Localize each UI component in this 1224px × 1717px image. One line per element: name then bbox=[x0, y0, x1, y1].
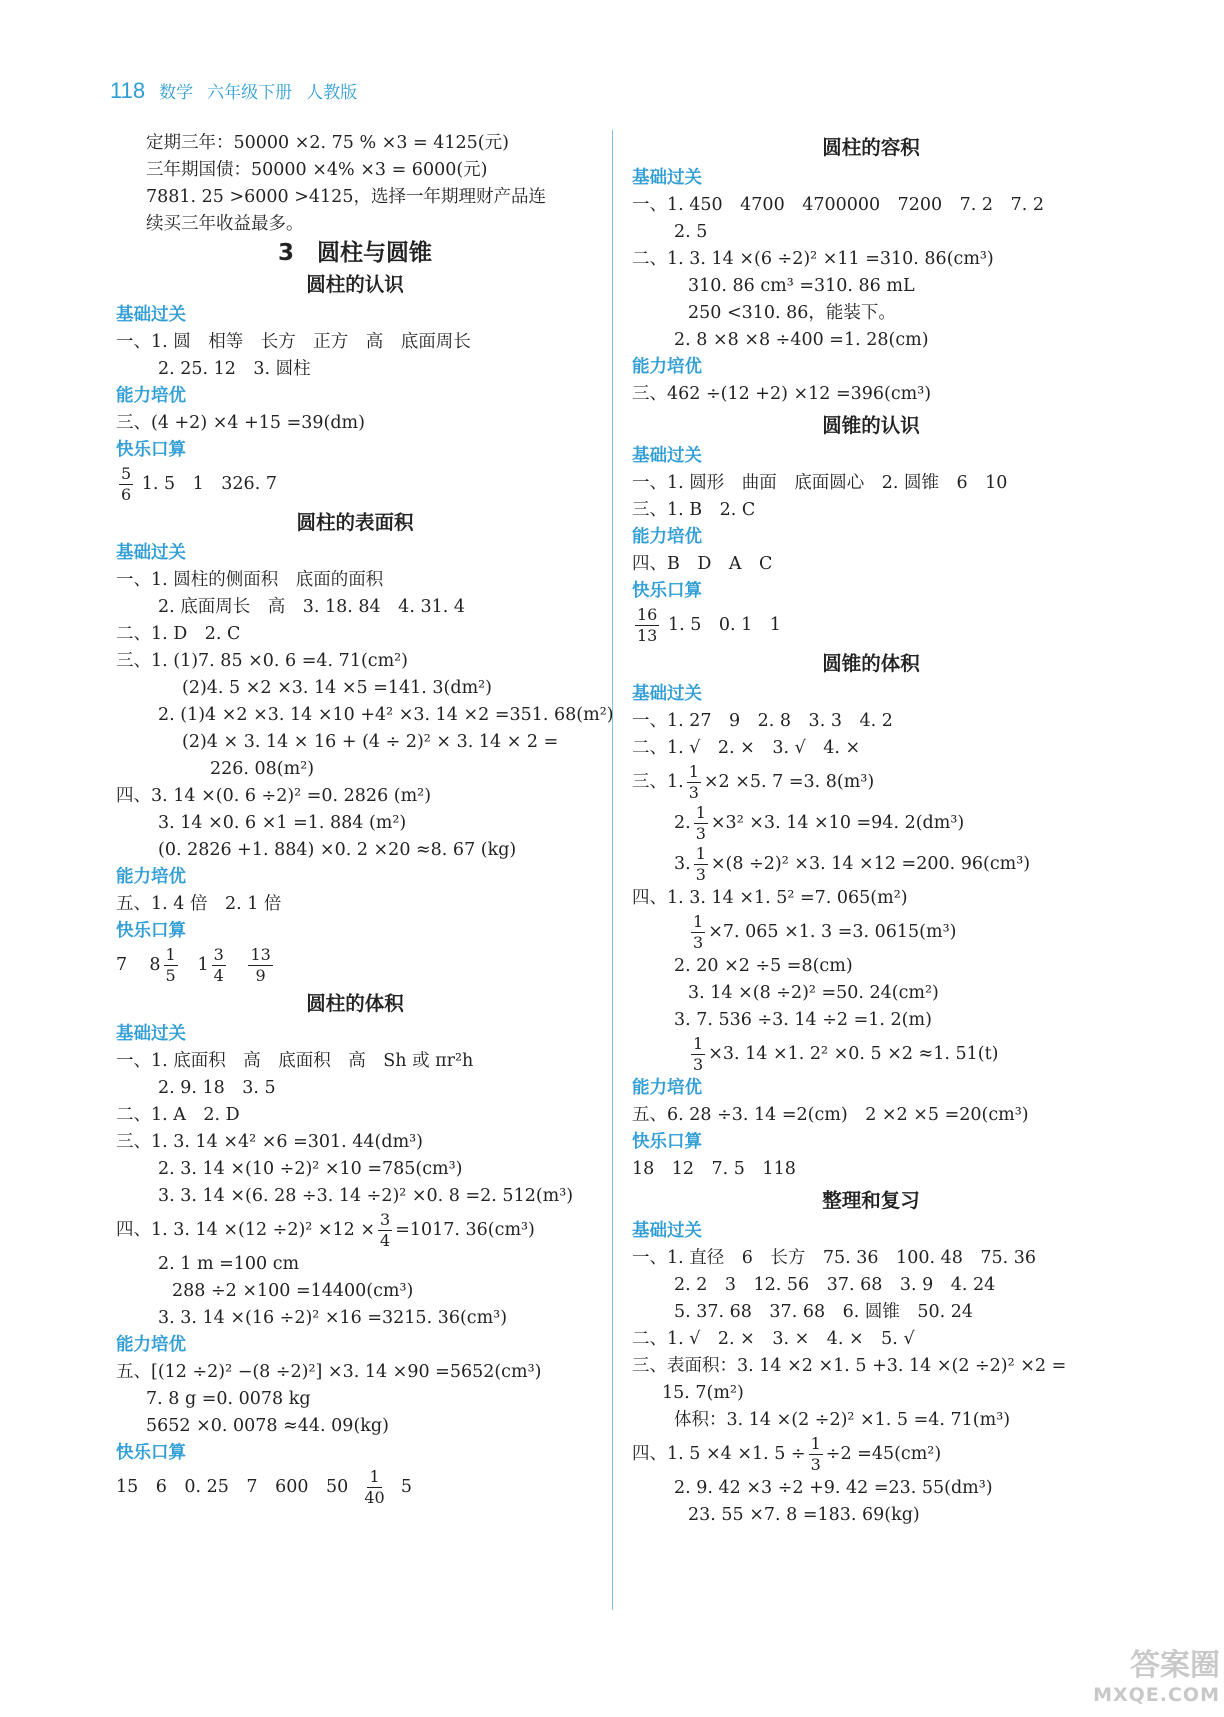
fraction: $\frac{3}{4}$ bbox=[213, 945, 224, 985]
answer-line: 二、1. D 2. C bbox=[116, 624, 241, 644]
answer-line: $\frac{1}{3}$ ×7. 065 ×1. 3 =3. 0615(m³) bbox=[693, 912, 957, 952]
answer-line: 一、1. 圆柱的侧面积 底面的面积 bbox=[116, 570, 384, 590]
answer-line: $\frac{1}{3}$ ×3. 14 ×1. 2² ×0. 5 ×2 ≈1. 51(t) bbox=[693, 1034, 999, 1074]
column-divider bbox=[612, 130, 613, 1610]
answer-line: 226. 08(m²) bbox=[210, 759, 315, 779]
answer-line: 288 ÷2 ×100 =14400(cm³) bbox=[172, 1281, 414, 1301]
fraction: $\frac{16}{13}$ bbox=[637, 605, 658, 645]
answer-line: 体积：3. 14 ×(2 ÷2)² ×1. 5 =4. 71(m³) bbox=[674, 1410, 1011, 1430]
watermark bbox=[1050, 1650, 1220, 1712]
category-label: 能力培优 bbox=[116, 867, 186, 887]
fraction: $\frac{1}{3}$ bbox=[693, 1034, 704, 1074]
answer-line: 四、3. 14 ×(0. 6 ÷2)² =0. 2826 (m²) bbox=[116, 786, 432, 806]
answer-line: 3. 3. 14 ×(16 ÷2)² ×16 =3215. 36(cm³) bbox=[158, 1308, 508, 1328]
page-header bbox=[110, 78, 357, 112]
answer-line: 15 6 0. 25 7 600 50 $\frac{1}{40}$ 5 bbox=[116, 1467, 413, 1507]
intro-line: 续买三年收益最多。 bbox=[146, 214, 304, 234]
answer-line: 2. (1)4 ×2 ×3. 14 ×10 +4² ×3. 14 ×2 =351. 68(m²) bbox=[158, 705, 614, 725]
section-title: 整理和复习 bbox=[822, 1189, 920, 1212]
category-label: 快乐口算 bbox=[632, 1132, 702, 1152]
answer-line: 五、[(12 ÷2)² −(8 ÷2)²] ×3. 14 ×90 =5652(cm³) bbox=[116, 1362, 542, 1382]
left-column bbox=[116, 130, 614, 1508]
header-edition: 人教版 bbox=[306, 83, 358, 103]
category-label: 基础过关 bbox=[116, 305, 186, 325]
answer-line: 四、1. 5 ×4 ×1. 5 ÷ $\frac{1}{3}$ ÷2 =45(cm²) bbox=[632, 1434, 942, 1474]
answer-line: 2. 9. 42 ×3 ÷2 +9. 42 =23. 55(dm³) bbox=[674, 1478, 993, 1498]
section-title: 圆柱的容积 bbox=[822, 136, 920, 159]
category-label: 能力培优 bbox=[116, 386, 186, 406]
answer-line: 三、(4 +2) ×4 +15 =39(dm) bbox=[116, 413, 365, 433]
answer-line: 7. 8 g =0. 0078 kg bbox=[146, 1389, 311, 1409]
page-number: 118 bbox=[110, 78, 146, 103]
answer-line: 5652 ×0. 0078 ≈44. 09(kg) bbox=[146, 1416, 389, 1436]
answer-line: 2. 9. 18 3. 5 bbox=[158, 1078, 276, 1098]
answer-line: 2. 5 bbox=[674, 222, 708, 242]
answer-line: 一、1. 直径 6 长方 75. 36 100. 48 75. 36 bbox=[632, 1248, 1037, 1268]
answer-line: 二、1. √ 2. × 3. × 4. × 5. √ bbox=[632, 1329, 915, 1349]
fraction: $\frac{1}{3}$ bbox=[688, 762, 699, 802]
category-label: 快乐口算 bbox=[632, 581, 702, 601]
section-title: 圆锥的认识 bbox=[822, 414, 920, 437]
answer-line: 3. 14 ×(8 ÷2)² =50. 24(cm²) bbox=[688, 983, 939, 1003]
answer-line: 三、1. $\frac{1}{3}$ ×2 ×5. 7 =3. 8(m³) bbox=[632, 762, 875, 802]
answer-line: 一、1. 底面积 高 底面积 高 Sh 或 πr²h bbox=[116, 1051, 474, 1071]
answer-line: 5. 37. 68 37. 68 6. 圆锥 50. 24 bbox=[674, 1302, 974, 1322]
answer-line: 2. 1 m =100 cm bbox=[158, 1254, 300, 1274]
answer-line: 三、表面积：3. 14 ×2 ×1. 5 +3. 14 ×(2 ÷2)² ×2 = bbox=[632, 1356, 1067, 1376]
section-title: 圆柱的体积 bbox=[306, 992, 404, 1015]
answer-line: 二、1. A 2. D bbox=[116, 1105, 240, 1125]
intro-line: 7881. 25 >6000 >4125，选择一年期理财产品连 bbox=[146, 187, 546, 207]
answer-line: 23. 55 ×7. 8 =183. 69(kg) bbox=[688, 1505, 920, 1525]
answer-line: 二、1. √ 2. × 3. √ 4. × bbox=[632, 738, 861, 758]
category-label: 能力培优 bbox=[632, 1078, 702, 1098]
fraction: $\frac{1}{3}$ bbox=[695, 803, 706, 843]
header-grade: 六年级下册 bbox=[207, 83, 293, 103]
fraction: $\frac{1}{3}$ bbox=[695, 844, 706, 884]
category-label: 能力培优 bbox=[116, 1335, 186, 1355]
chapter-title: 3 圆柱与圆锥 bbox=[277, 240, 432, 266]
header-subject: 数学 bbox=[159, 83, 194, 103]
answer-line: 7 8 $\frac{1}{5}$ 1 $\frac{3}{4}$ $\frac{13}{9}$ bbox=[116, 945, 271, 985]
fraction: $\frac{13}{9}$ bbox=[250, 945, 271, 985]
answer-line: 18 12 7. 5 118 bbox=[632, 1159, 796, 1179]
section-title: 圆锥的体积 bbox=[822, 652, 920, 675]
answer-line: (2)4. 5 ×2 ×3. 14 ×5 =141. 3(dm²) bbox=[182, 678, 493, 698]
answer-line: (0. 2826 +1. 884) ×0. 2 ×20 ≈8. 67 (kg) bbox=[158, 840, 517, 860]
fraction: $\frac{3}{4}$ bbox=[380, 1210, 391, 1250]
answer-line: 五、1. 4 倍 2. 1 倍 bbox=[116, 894, 282, 914]
answer-line: 15. 7(m²) bbox=[662, 1383, 744, 1403]
answer-line: 3. 14 ×0. 6 ×1 =1. 884 (m²) bbox=[158, 813, 407, 833]
category-label: 能力培优 bbox=[632, 357, 702, 377]
section-title: 圆柱的认识 bbox=[306, 273, 404, 296]
answer-line: $\frac{16}{13}$ 1. 5 0. 1 1 bbox=[637, 605, 781, 645]
intro-line: 三年期国债：50000 ×4% ×3 = 6000(元) bbox=[146, 160, 488, 180]
category-label: 快乐口算 bbox=[116, 440, 186, 460]
intro-line: 定期三年：50000 ×2. 75 % ×3 = 4125(元) bbox=[146, 133, 509, 153]
answer-line: 2. 2 3 12. 56 37. 68 3. 9 4. 24 bbox=[674, 1275, 996, 1295]
fraction: $\frac{1}{3}$ bbox=[693, 912, 704, 952]
watermark-logo: 答案圈 bbox=[1130, 1648, 1220, 1683]
answer-line: 三、1. 3. 14 ×4² ×6 =301. 44(dm³) bbox=[116, 1132, 424, 1152]
answer-line: 250 <310. 86，能装下。 bbox=[688, 303, 896, 323]
answer-line: 一、1. 27 9 2. 8 3. 3 4. 2 bbox=[632, 711, 893, 731]
answer-line: (2)4 × 3. 14 × 16 + (4 ÷ 2)² × 3. 14 × 2 = bbox=[182, 732, 559, 752]
answer-line: 310. 86 cm³ =310. 86 mL bbox=[688, 276, 915, 296]
watermark-url: MXQE.COM bbox=[1093, 1684, 1220, 1706]
fraction: $\frac{1}{5}$ bbox=[165, 945, 176, 985]
answer-line: 三、1. (1)7. 85 ×0. 6 =4. 71(cm²) bbox=[116, 651, 409, 671]
answer-line: 一、1. 450 4700 4700000 7200 7. 2 7. 2 bbox=[632, 195, 1044, 215]
category-label: 基础过关 bbox=[632, 684, 702, 704]
fraction: $\frac{5}{6}$ bbox=[121, 464, 132, 504]
answer-line: 四、B D A C bbox=[632, 554, 773, 574]
category-label: 基础过关 bbox=[632, 1221, 702, 1241]
category-label: 基础过关 bbox=[116, 543, 186, 563]
answer-line: 2. 20 ×2 ÷5 =8(cm) bbox=[674, 956, 853, 976]
fraction: $\frac{1}{3}$ bbox=[810, 1434, 821, 1474]
section-title: 圆柱的表面积 bbox=[296, 511, 414, 534]
fraction: $\frac{1}{40}$ bbox=[364, 1467, 385, 1507]
category-label: 基础过关 bbox=[632, 168, 702, 188]
category-label: 基础过关 bbox=[116, 1024, 186, 1044]
answer-line: 3. 7. 536 ÷3. 14 ÷2 =1. 2(m) bbox=[674, 1010, 932, 1030]
category-label: 能力培优 bbox=[632, 527, 702, 547]
answer-line: $\frac{5}{6}$ 1. 5 1 326. 7 bbox=[121, 464, 277, 504]
answer-line: 二、1. 3. 14 ×(6 ÷2)² ×11 =310. 86(cm³) bbox=[632, 249, 994, 269]
answer-line: 2. 3. 14 ×(10 ÷2)² ×10 =785(cm³) bbox=[158, 1159, 463, 1179]
answer-line: 3. $\frac{1}{3}$ ×(8 ÷2)² ×3. 14 ×12 =200. 96(cm³) bbox=[674, 844, 1031, 884]
answer-line: 3. 3. 14 ×(6. 28 ÷3. 14 ÷2)² ×0. 8 =2. 512(m³) bbox=[158, 1186, 574, 1206]
answer-line: 四、1. 3. 14 ×1. 5² =7. 065(m²) bbox=[632, 888, 908, 908]
answer-line: 2. 底面周长 高 3. 18. 84 4. 31. 4 bbox=[158, 597, 465, 617]
category-label: 快乐口算 bbox=[116, 1443, 186, 1463]
answer-line: 2. 8 ×8 ×8 ÷400 =1. 28(cm) bbox=[674, 330, 929, 350]
answer-line: 三、1. B 2. C bbox=[632, 500, 756, 520]
answer-line: 一、1. 圆 相等 长方 正方 高 底面周长 bbox=[116, 332, 471, 352]
answer-line: 四、1. 3. 14 ×(12 ÷2)² ×12 × $\frac{3}{4}$ =1017. 36(cm³) bbox=[116, 1210, 535, 1250]
answer-line: 五、6. 28 ÷3. 14 =2(cm) 2 ×2 ×5 =20(cm³) bbox=[632, 1105, 1029, 1125]
answer-line: 三、462 ÷(12 +2) ×12 =396(cm³) bbox=[632, 384, 932, 404]
category-label: 基础过关 bbox=[632, 446, 702, 466]
answer-line: 2. $\frac{1}{3}$ ×3² ×3. 14 ×10 =94. 2(dm³) bbox=[674, 803, 965, 843]
answer-line: 2. 25. 12 3. 圆柱 bbox=[158, 359, 311, 379]
right-column bbox=[632, 130, 1110, 1529]
category-label: 快乐口算 bbox=[116, 921, 186, 941]
answer-line: 一、1. 圆形 曲面 底面圆心 2. 圆锥 6 10 bbox=[632, 473, 1008, 493]
